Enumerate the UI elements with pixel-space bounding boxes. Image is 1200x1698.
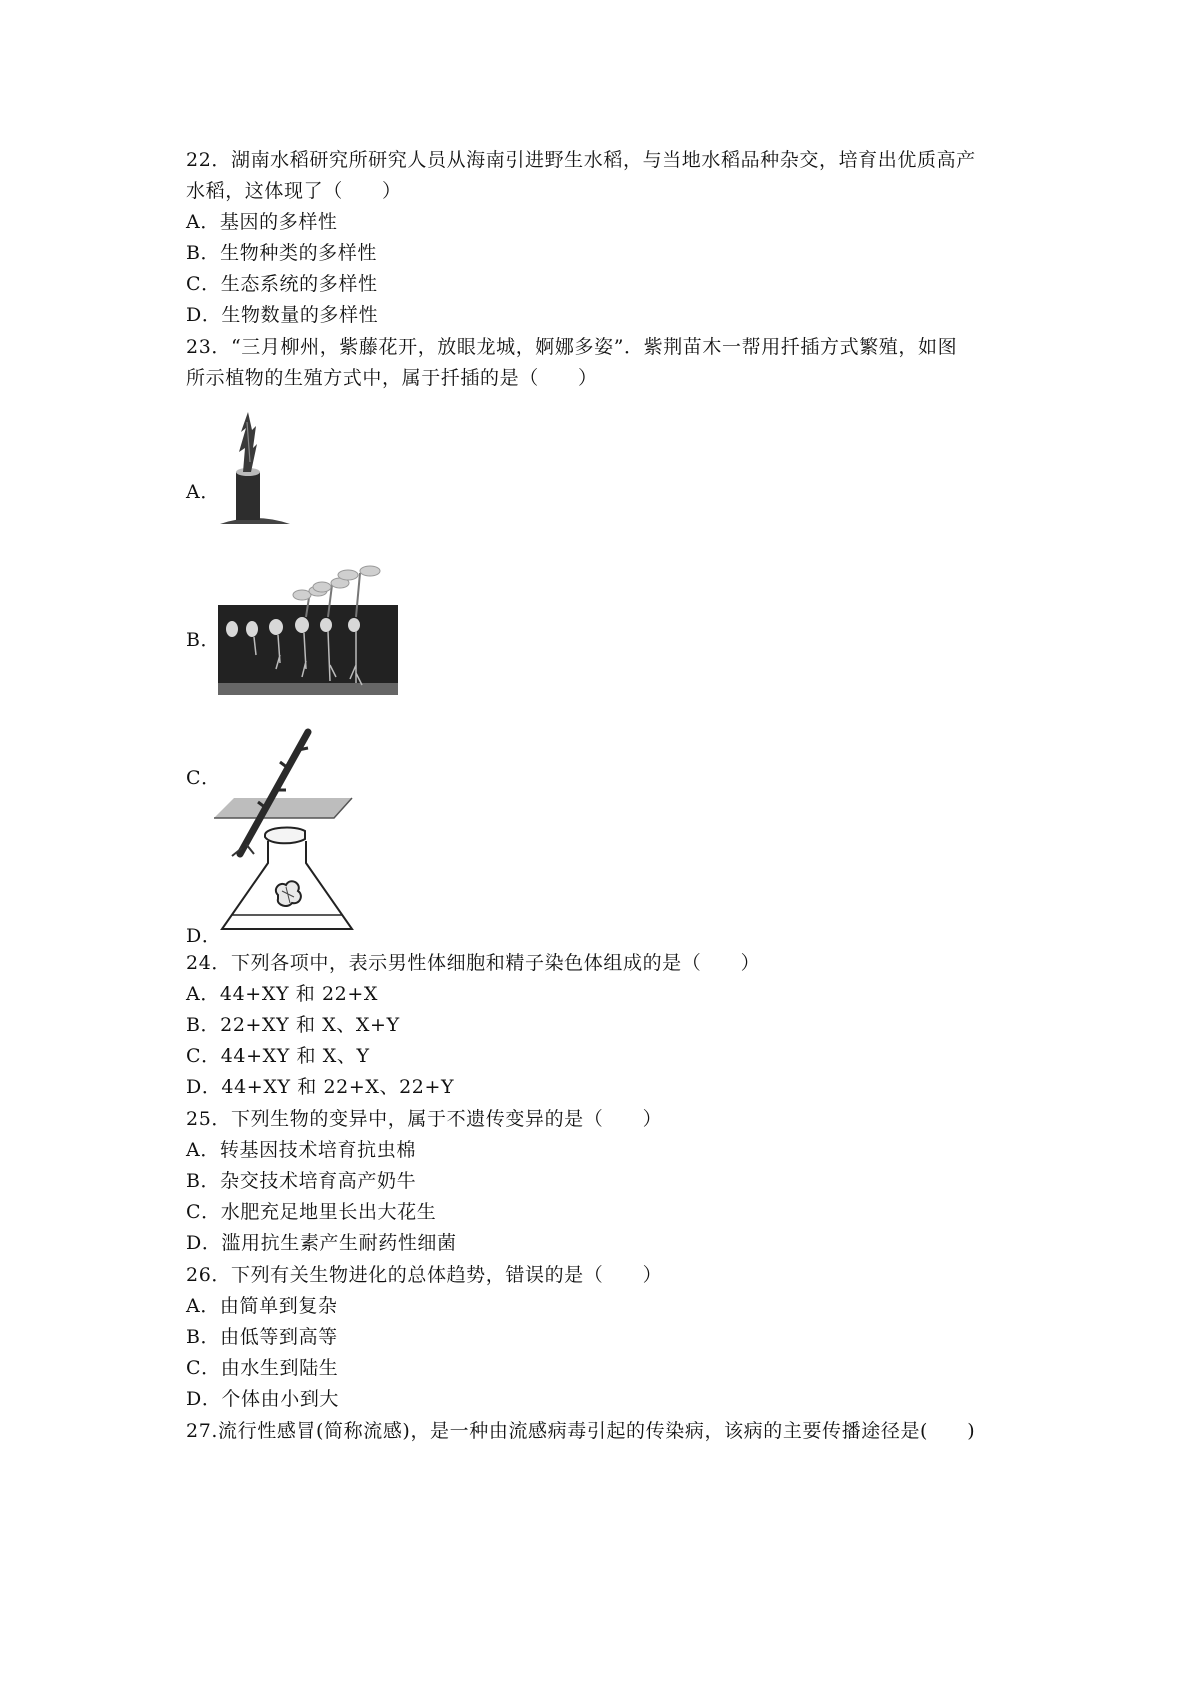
q23-stem-line2: 所示植物的生殖方式中，属于扦插的是（ ） [186, 367, 598, 389]
q22-stem-line1: 22．湖南水稻研究所研究人员从海南引进野生水稻，与当地水稻品种杂交，培育出优质高产 [186, 149, 976, 171]
q26-stem: 26．下列有关生物进化的总体趋势，错误的是（ ） [186, 1264, 663, 1286]
q24-option-b: B．22+XY 和 X、X+Y [186, 1014, 400, 1036]
q25-option-a: A．转基因技术培育抗虫棉 [186, 1139, 416, 1161]
q25-option-c: C．水肥充足地里长出大花生 [186, 1201, 437, 1223]
q26-option-d: D．个体由小到大 [186, 1388, 340, 1410]
q23-stem-line1: 23．“三月柳州，紫藤花开，放眼龙城，婀娜多姿”．紫荆苗木一帮用扦插方式繁殖，如图 [186, 336, 958, 358]
q24-option-c: C．44+XY 和 X、Y [186, 1045, 370, 1067]
q23-option-b-label: B． [186, 629, 221, 651]
q25-stem: 25．下列生物的变异中，属于不遗传变异的是（ ） [186, 1108, 663, 1130]
q26-option-c: C．由水生到陆生 [186, 1357, 339, 1379]
q22-option-d: D．生物数量的多样性 [186, 304, 379, 326]
q23-option-c-label: C． [186, 767, 221, 789]
q24-option-a: A．44+XY 和 22+X [186, 983, 378, 1005]
seedlings-in-soil-figure-icon [210, 565, 400, 700]
q22-stem-line2: 水稻，这体现了（ ） [186, 180, 402, 202]
q24-option-d: D．44+XY 和 22+X、22+Y [186, 1076, 455, 1098]
q27-stem: 27.流行性感冒(简称流感)，是一种由流感病毒引起的传染病，该病的主要传播途径是( ) [186, 1420, 976, 1442]
q26-option-a: A．由简单到复杂 [186, 1295, 338, 1317]
q25-option-b: B．杂交技术培育高产奶牛 [186, 1170, 417, 1192]
q26-option-b: B．由低等到高等 [186, 1326, 338, 1348]
q22-option-b: B．生物种类的多样性 [186, 242, 377, 264]
q22-option-c: C．生态系统的多样性 [186, 273, 378, 295]
q24-stem: 24．下列各项中，表示男性体细胞和精子染色体组成的是（ ） [186, 952, 761, 974]
grafting-figure-icon [210, 410, 300, 530]
tissue-culture-flask-figure-icon [210, 823, 360, 943]
q23-option-a-label: A． [186, 481, 220, 503]
q23-option-d-label: D． [186, 925, 222, 947]
q25-option-d: D．滥用抗生素产生耐药性细菌 [186, 1232, 457, 1254]
q22-option-a: A．基因的多样性 [186, 211, 338, 233]
